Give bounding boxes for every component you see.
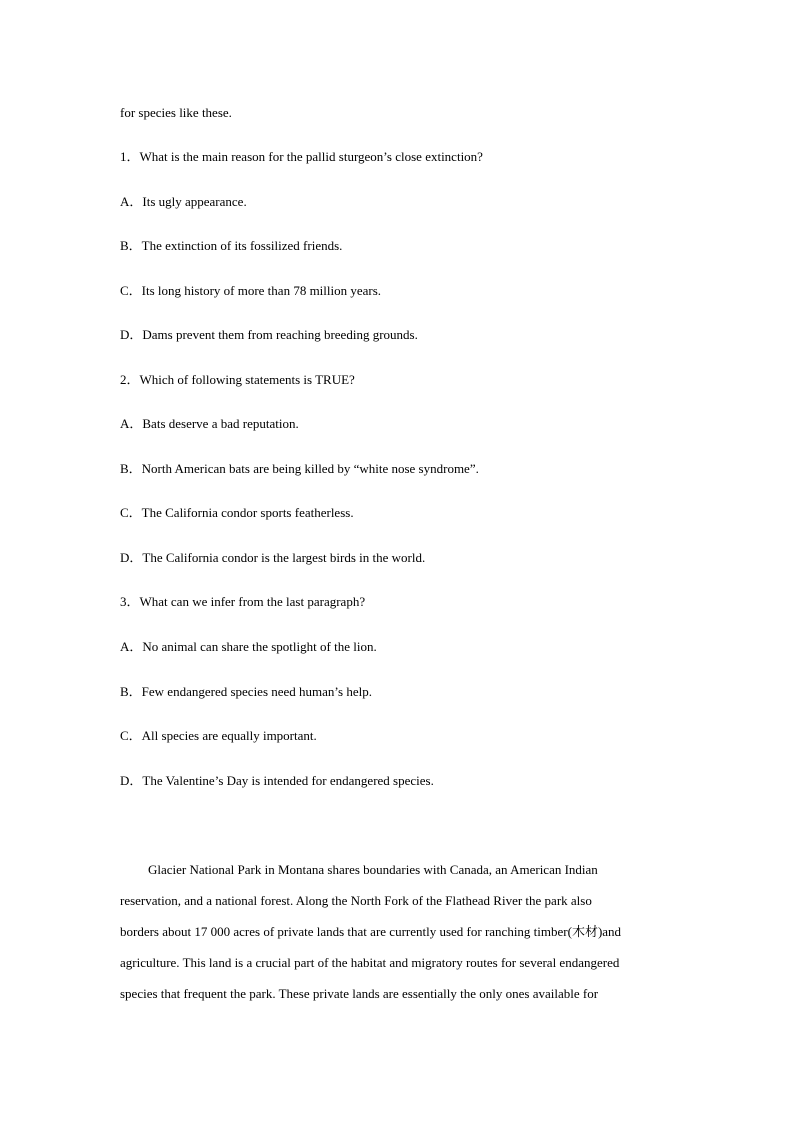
passage-line-4: agriculture. This land is a crucial part of the habitat and migratory routes for several endangered [120, 955, 620, 970]
question-1-stem: 1．What is the main reason for the pallid sturgeon’s close extinction? [120, 149, 483, 164]
passage-line-2: reservation, and a national forest. Along the North Fork of the Flathead River the park also [120, 893, 592, 908]
question-1-option-d: D．Dams prevent them from reaching breeding grounds. [120, 327, 418, 342]
question-2-option-d: D．The California condor is the largest birds in the world. [120, 550, 426, 565]
passage-line-1: Glacier National Park in Montana shares boundaries with Canada, an American Indian [148, 862, 598, 877]
question-3-option-b: B．Few endangered species need human’s help. [120, 684, 372, 699]
question-1-option-b: B．The extinction of its fossilized friends. [120, 238, 343, 253]
question-1-option-a: A．Its ugly appearance. [120, 194, 247, 209]
passage-line-3: borders about 17 000 acres of private lands that are currently used for ranching timber(木材)and [120, 924, 622, 939]
question-2-stem: 2．Which of following statements is TRUE? [120, 372, 355, 387]
lead-in-text: for species like these. [120, 105, 232, 120]
question-3-option-d: D．The Valentine’s Day is intended for endangered species. [120, 773, 434, 788]
question-2-option-b: B．North American bats are being killed by “white nose syndrome”. [120, 461, 479, 476]
question-3-option-a: A．No animal can share the spotlight of the lion. [120, 639, 377, 654]
question-2-option-a: A．Bats deserve a bad reputation. [120, 416, 299, 431]
question-3-stem: 3．What can we infer from the last paragraph? [120, 594, 366, 609]
question-3-option-c: C．All species are equally important. [120, 728, 317, 743]
question-1-option-c: C．Its long history of more than 78 million years. [120, 283, 382, 298]
question-2-option-c: C．The California condor sports featherless. [120, 505, 354, 520]
passage-line-5: species that frequent the park. These private lands are essentially the only ones available for [120, 986, 599, 1001]
